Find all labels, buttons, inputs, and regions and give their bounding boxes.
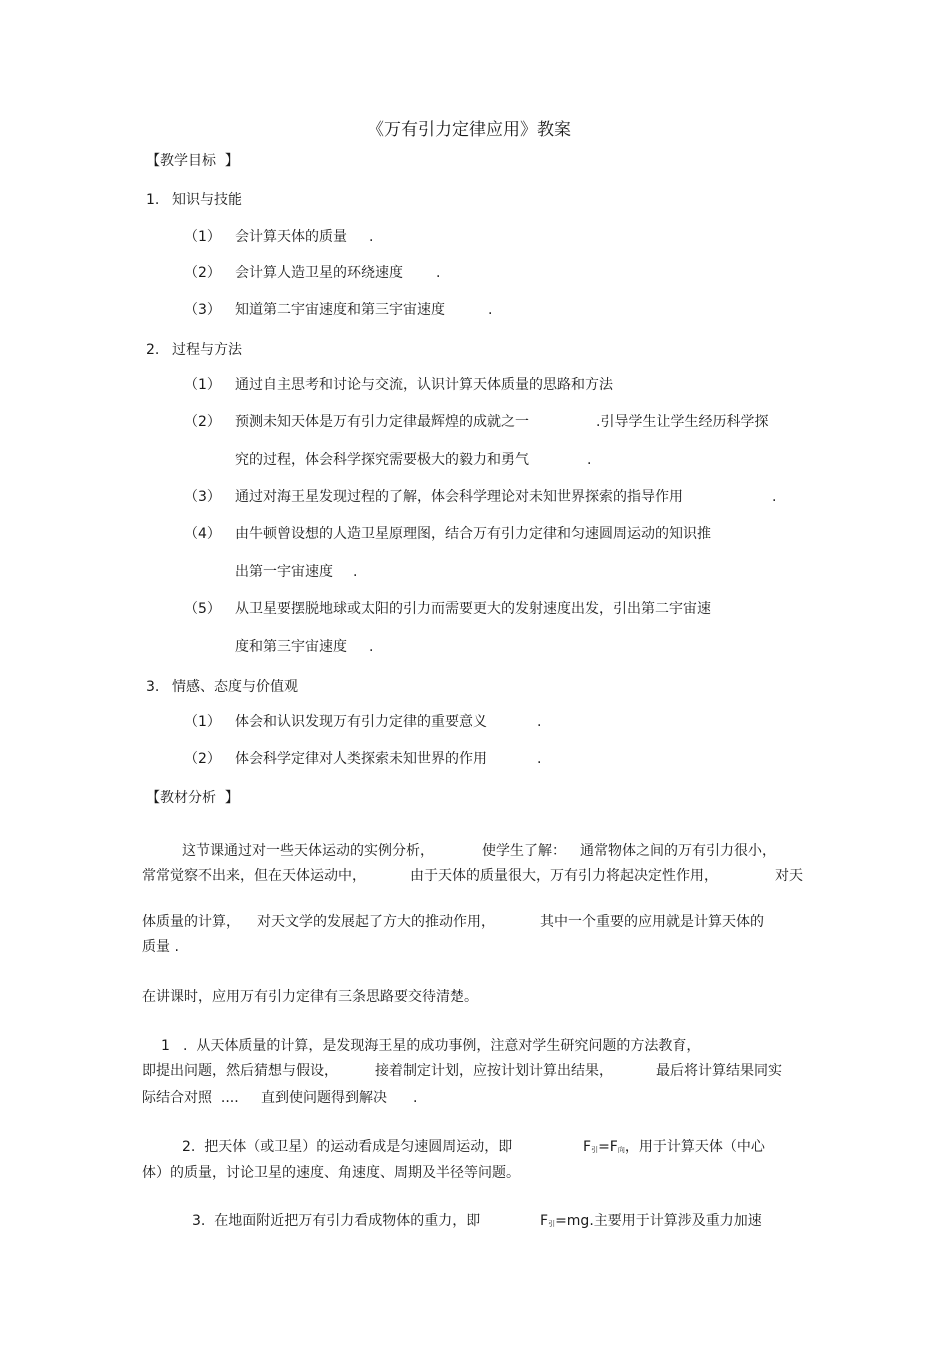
section-heading-analysis: 【教材分析 】 <box>146 790 239 806</box>
formula-subscript: 引 <box>591 1146 599 1154</box>
paragraph-text: 际结合对照 .... <box>142 1090 239 1106</box>
paragraph-text: 即提出问题，然后猜想与假设， <box>142 1063 338 1079</box>
list-number: 2. <box>146 342 160 358</box>
paragraph-text: 由于天体的质量很大，万有引力将起决定性作用， <box>410 868 718 884</box>
paragraph-text: 体质量的计算， <box>142 914 240 930</box>
sub-number: （2） <box>184 265 221 281</box>
paragraph-text: . <box>413 1090 418 1106</box>
sub-dot: . <box>772 489 777 505</box>
paragraph-text: 对天 <box>775 868 803 884</box>
paragraph-text: 质量 . <box>142 939 179 955</box>
sub-text-continued: 究的过程，体会科学探究需要极大的毅力和勇气 <box>235 452 529 468</box>
formula-subscript: 向 <box>617 1146 625 1154</box>
sub-text: .引导学生让学生经历科学探 <box>596 414 769 430</box>
paragraph-text: 这节课通过对一些天体运动的实例分析， <box>182 843 434 859</box>
paragraph-text: 2. 把天体（或卫星）的运动看成是匀速圆周运动，即 <box>182 1139 513 1155</box>
list-number: 3. <box>146 679 160 695</box>
sub-text-continued: 度和第三宇宙速度 <box>235 639 347 655</box>
sub-number: （3） <box>184 302 221 318</box>
list-heading: 情感、态度与价值观 <box>172 679 298 695</box>
paragraph-text: 3. 在地面附近把万有引力看成物体的重力，即 <box>192 1213 481 1229</box>
point-number: 1 <box>161 1038 170 1054</box>
paragraph-text: 接着制定计划，应按计划计算出结果， <box>375 1063 613 1079</box>
paragraph-text: 常常觉察不出来，但在天体运动中， <box>142 868 366 884</box>
formula-subscript: 引 <box>548 1220 556 1228</box>
sub-dot: . <box>537 714 542 730</box>
paragraph-text: 最后将计算结果同实 <box>656 1063 782 1079</box>
sub-dot: . <box>369 229 374 245</box>
sub-number: （2） <box>184 751 221 767</box>
page-title: 《万有引力定律应用》教案 <box>367 120 571 140</box>
sub-text: 知道第二宇宙速度和第三宇宙速度 <box>235 302 445 318</box>
list-number: 1. <box>146 192 160 208</box>
paragraph-text: . 从天体质量的计算，是发现海王星的成功事例，注意对学生研究问题的方法教育， <box>183 1038 701 1054</box>
sub-text-continued: 出第一宇宙速度 <box>235 564 333 580</box>
paragraph-text: 对天文学的发展起了方大的推动作用， <box>257 914 495 930</box>
sub-number: （2） <box>184 414 221 430</box>
list-heading: 过程与方法 <box>172 342 242 358</box>
formula <box>540 1212 762 1233</box>
formula-symbol: =F <box>598 1139 618 1155</box>
paragraph-text: ，用于计算天体（中心 <box>624 1139 765 1155</box>
sub-dot: . <box>436 265 441 281</box>
paragraph-text: 体）的质量，讨论卫星的速度、角速度、周期及半径等问题。 <box>142 1165 520 1181</box>
paragraph-text: 使学生了解： <box>482 843 566 859</box>
formula-symbol: F <box>540 1213 549 1229</box>
sub-number: （5） <box>184 601 221 617</box>
formula <box>583 1138 765 1159</box>
paragraph-text: 通常物体之间的万有引力很小， <box>580 843 776 859</box>
sub-text: 体会科学定律对人类探索未知世界的作用 <box>235 751 487 767</box>
sub-dot: . <box>369 639 374 655</box>
sub-dot: . <box>537 751 542 767</box>
list-heading: 知识与技能 <box>172 192 242 208</box>
sub-text: 会计算天体的质量 <box>235 229 347 245</box>
sub-dot: . <box>587 452 592 468</box>
sub-number: （4） <box>184 526 221 542</box>
sub-text: 从卫星要摆脱地球或太阳的引力而需要更大的发射速度出发，引出第二宇宙速 <box>235 601 711 617</box>
paragraph-text: 其中一个重要的应用就是计算天体的 <box>540 914 764 930</box>
sub-dot: . <box>488 302 493 318</box>
sub-text: 会计算人造卫星的环绕速度 <box>235 265 403 281</box>
sub-text: 预测未知天体是万有引力定律最辉煌的成就之一 <box>235 414 529 430</box>
sub-number: （1） <box>184 714 221 730</box>
sub-dot: . <box>353 564 358 580</box>
sub-text: 由牛顿曾设想的人造卫星原理图，结合万有引力定律和匀速圆周运动的知识推 <box>235 526 711 542</box>
formula-symbol: F <box>583 1139 592 1155</box>
paragraph-text: =mg.主要用于计算涉及重力加速 <box>555 1213 762 1229</box>
sub-text: 通过自主思考和讨论与交流，认识计算天体质量的思路和方法 <box>235 377 613 393</box>
sub-text: 体会和认识发现万有引力定律的重要意义 <box>235 714 487 730</box>
sub-number: （1） <box>184 377 221 393</box>
paragraph-text: 在讲课时，应用万有引力定律有三条思路要交待清楚。 <box>142 989 478 1005</box>
sub-number: （3） <box>184 489 221 505</box>
sub-number: （1） <box>184 229 221 245</box>
paragraph-text: 直到使问题得到解决 <box>261 1090 387 1106</box>
section-heading-goals: 【教学目标 】 <box>146 153 239 169</box>
sub-text: 通过对海王星发现过程的了解，体会科学理论对未知世界探索的指导作用 <box>235 489 683 505</box>
